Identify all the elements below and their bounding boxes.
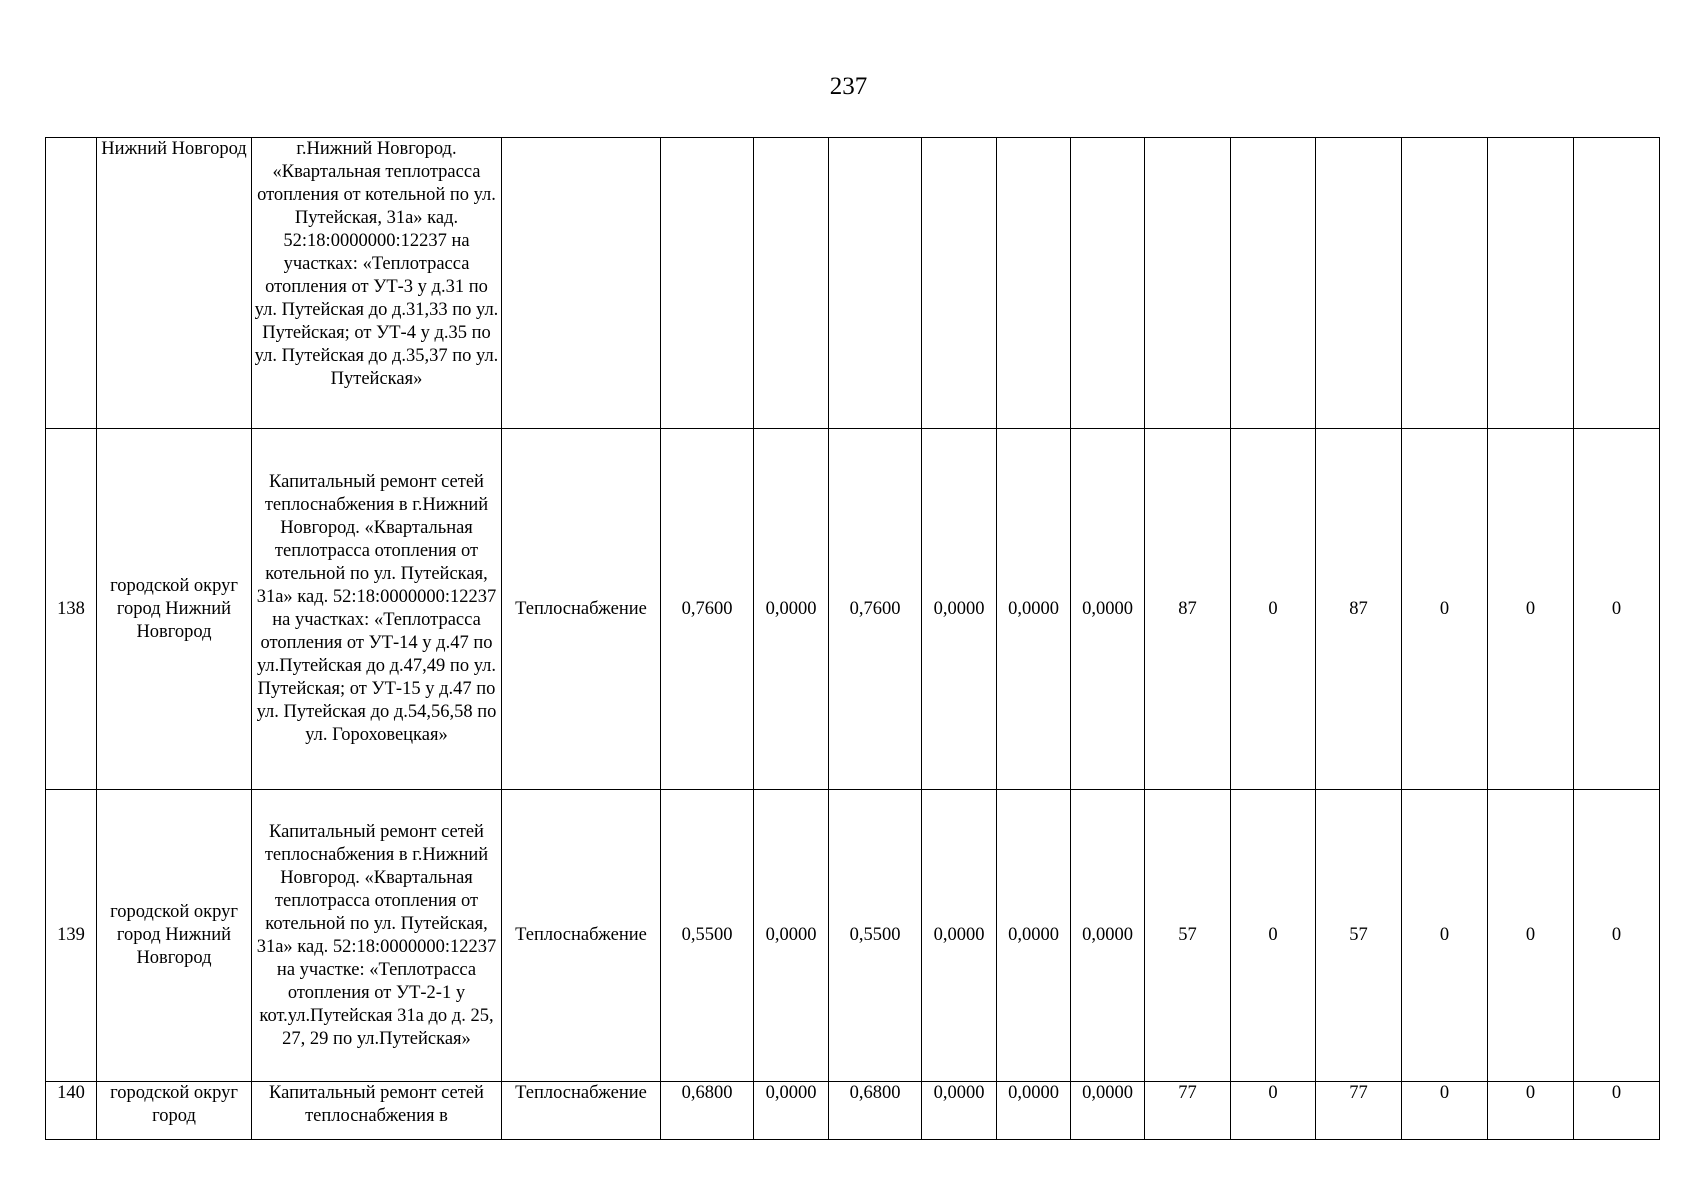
value-cost-b-cell xyxy=(1316,138,1402,429)
value-length-e-cell: 0,0000 xyxy=(1071,790,1145,1082)
value-cost-a-cell: 0 xyxy=(1231,429,1316,790)
value-length-c-cell: 0,0000 xyxy=(922,429,997,790)
value-length-total-cell xyxy=(661,138,754,429)
value-length-b-cell: 0,5500 xyxy=(829,790,922,1082)
value-cost-d-cell: 0 xyxy=(1488,1082,1574,1140)
value-cost-b-cell: 57 xyxy=(1316,790,1402,1082)
description-cell: Капитальный ремонт сетей теплоснабжения в xyxy=(252,1082,502,1140)
table-row xyxy=(46,138,1660,429)
value-length-e-cell xyxy=(1071,138,1145,429)
value-cost-b-cell: 77 xyxy=(1316,1082,1402,1140)
value-length-total-cell: 0,7600 xyxy=(661,429,754,790)
page-number: 237 xyxy=(829,73,868,100)
value-length-total-cell: 0,5500 xyxy=(661,790,754,1082)
category-cell xyxy=(502,138,661,429)
municipality-cell: Нижний Новгород xyxy=(97,138,252,429)
value-length-c-cell: 0,0000 xyxy=(922,1082,997,1140)
value-cost-total-cell: 87 xyxy=(1145,429,1231,790)
value-length-a-cell: 0,0000 xyxy=(754,790,829,1082)
row-number-cell: 138 xyxy=(46,429,97,790)
value-length-b-cell: 0,7600 xyxy=(829,429,922,790)
row-number-cell: 140 xyxy=(46,1082,97,1140)
table-row xyxy=(46,790,1660,1082)
description-cell: г.Нижний Новгород. «Квартальная теплотрасса отопления от котельной по ул. Путейская, 31а» кад. 52:18:0000000:12237 на участках: «Теплотрасса отопления от УТ-3 у д.31 по ул. Путейская до д.31,33 по ул. Путейская; от УТ-4 у д.35 по ул. Путейская до д.35,37 по ул. Путейская» xyxy=(252,138,502,429)
description-cell: Капитальный ремонт сетей теплоснабжения в г.Нижний Новгород. «Квартальная теплотрасса отопления от котельной по ул. Путейская, 31а» кад. 52:18:0000000:12237 на участках: «Теплотрасса отопления от УТ-14 у д.47 по ул.Путейская до д.47,49 по ул. Путейская; от УТ-15 у д.47 по ул. Путейская до д.54,56,58 по ул. Гороховецкая» xyxy=(252,429,502,790)
table-row xyxy=(46,1082,1660,1140)
value-length-b-cell: 0,6800 xyxy=(829,1082,922,1140)
category-cell: Теплоснабжение xyxy=(502,1082,661,1140)
value-cost-a-cell xyxy=(1231,138,1316,429)
works-table xyxy=(45,137,1660,1140)
value-cost-e-cell: 0 xyxy=(1574,790,1660,1082)
value-length-b-cell xyxy=(829,138,922,429)
value-cost-e-cell xyxy=(1574,138,1660,429)
value-cost-b-cell: 87 xyxy=(1316,429,1402,790)
value-length-d-cell: 0,0000 xyxy=(997,1082,1071,1140)
municipality-cell: городской округ город Нижний Новгород xyxy=(97,790,252,1082)
value-cost-e-cell: 0 xyxy=(1574,429,1660,790)
category-cell: Теплоснабжение xyxy=(502,790,661,1082)
value-cost-c-cell: 0 xyxy=(1402,790,1488,1082)
row-number-cell: 139 xyxy=(46,790,97,1082)
municipality-cell: городской округ город Нижний Новгород xyxy=(97,429,252,790)
table-row xyxy=(46,429,1660,790)
value-length-e-cell: 0,0000 xyxy=(1071,429,1145,790)
value-length-a-cell: 0,0000 xyxy=(754,1082,829,1140)
description-cell: Капитальный ремонт сетей теплоснабжения в г.Нижний Новгород. «Квартальная теплотрасса отопления от котельной по ул. Путейская, 31а» кад. 52:18:0000000:12237 на участке: «Теплотрасса отопления от УТ-2-1 у кот.ул.Путейская 31а до д. 25, 27, 29 по ул.Путейская» xyxy=(252,790,502,1082)
value-cost-a-cell: 0 xyxy=(1231,790,1316,1082)
value-length-d-cell: 0,0000 xyxy=(997,429,1071,790)
value-length-d-cell: 0,0000 xyxy=(997,790,1071,1082)
value-cost-c-cell: 0 xyxy=(1402,1082,1488,1140)
value-length-c-cell: 0,0000 xyxy=(922,790,997,1082)
value-length-a-cell: 0,0000 xyxy=(754,429,829,790)
value-length-a-cell xyxy=(754,138,829,429)
value-length-total-cell: 0,6800 xyxy=(661,1082,754,1140)
row-number-cell xyxy=(46,138,97,429)
value-length-e-cell: 0,0000 xyxy=(1071,1082,1145,1140)
value-cost-d-cell: 0 xyxy=(1488,790,1574,1082)
value-cost-e-cell: 0 xyxy=(1574,1082,1660,1140)
value-cost-d-cell: 0 xyxy=(1488,429,1574,790)
category-cell: Теплоснабжение xyxy=(502,429,661,790)
value-length-c-cell xyxy=(922,138,997,429)
value-cost-total-cell: 77 xyxy=(1145,1082,1231,1140)
value-cost-total-cell: 57 xyxy=(1145,790,1231,1082)
value-cost-c-cell xyxy=(1402,138,1488,429)
value-cost-total-cell xyxy=(1145,138,1231,429)
value-cost-a-cell: 0 xyxy=(1231,1082,1316,1140)
value-cost-d-cell xyxy=(1488,138,1574,429)
value-length-d-cell xyxy=(997,138,1071,429)
municipality-cell: городской округ город xyxy=(97,1082,252,1140)
value-cost-c-cell: 0 xyxy=(1402,429,1488,790)
